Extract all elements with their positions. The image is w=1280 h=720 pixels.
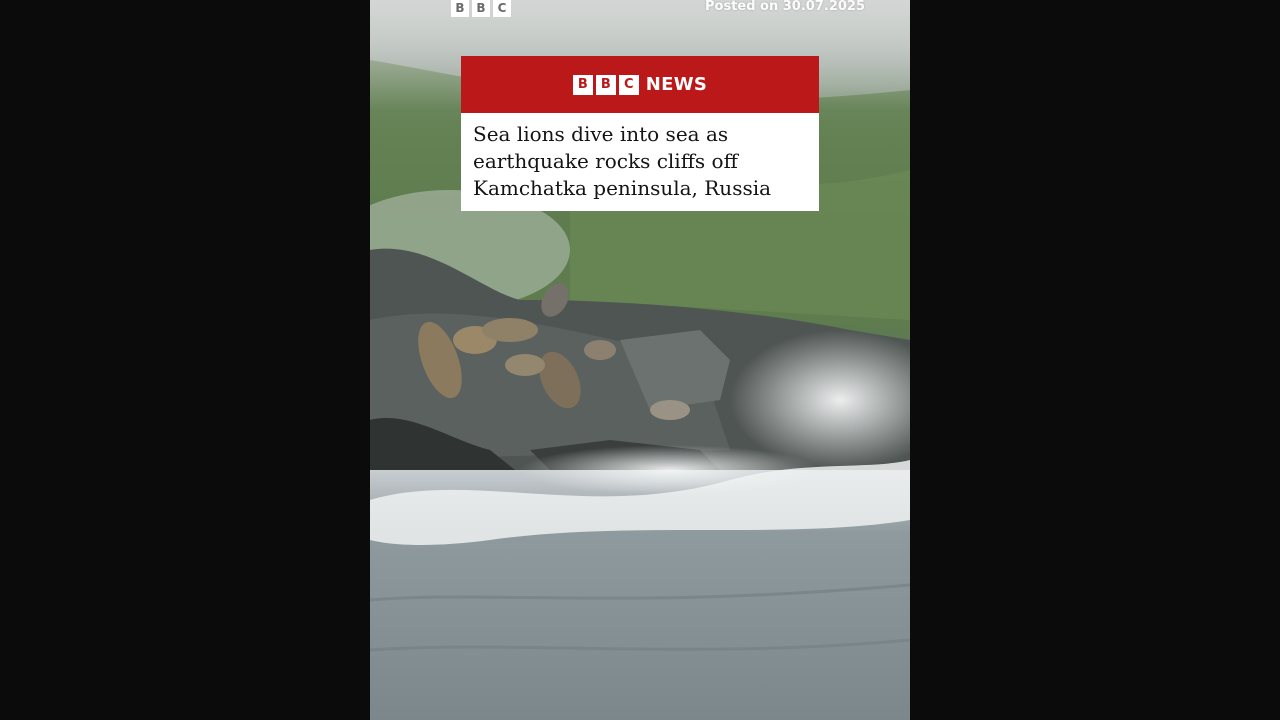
bbc-logo-block: B [472, 0, 490, 17]
bbc-news-logo-block: B [573, 75, 593, 95]
bbc-news-header [461, 56, 819, 113]
headline-body [461, 113, 819, 211]
bbc-logo-block: B [451, 0, 469, 17]
headline [473, 121, 809, 202]
headline-line: earthquake rocks cliffs off [473, 149, 738, 173]
video-frame[interactable] [370, 0, 910, 720]
posted-date: Posted on 30.07.2025 [704, 0, 865, 14]
news-label: NEWS [645, 74, 708, 95]
headline-line: Kamchatka peninsula, Russia [473, 176, 772, 200]
bbc-news-logo-block: C [619, 75, 639, 95]
bbc-news-logo-block: B [596, 75, 616, 95]
headline-line: Sea lions dive into sea as [473, 122, 729, 146]
bbc-logo-small [451, 0, 511, 17]
news-headline-card [461, 56, 819, 211]
bbc-news-logo [573, 75, 639, 95]
bbc-logo-block: C [493, 0, 511, 17]
